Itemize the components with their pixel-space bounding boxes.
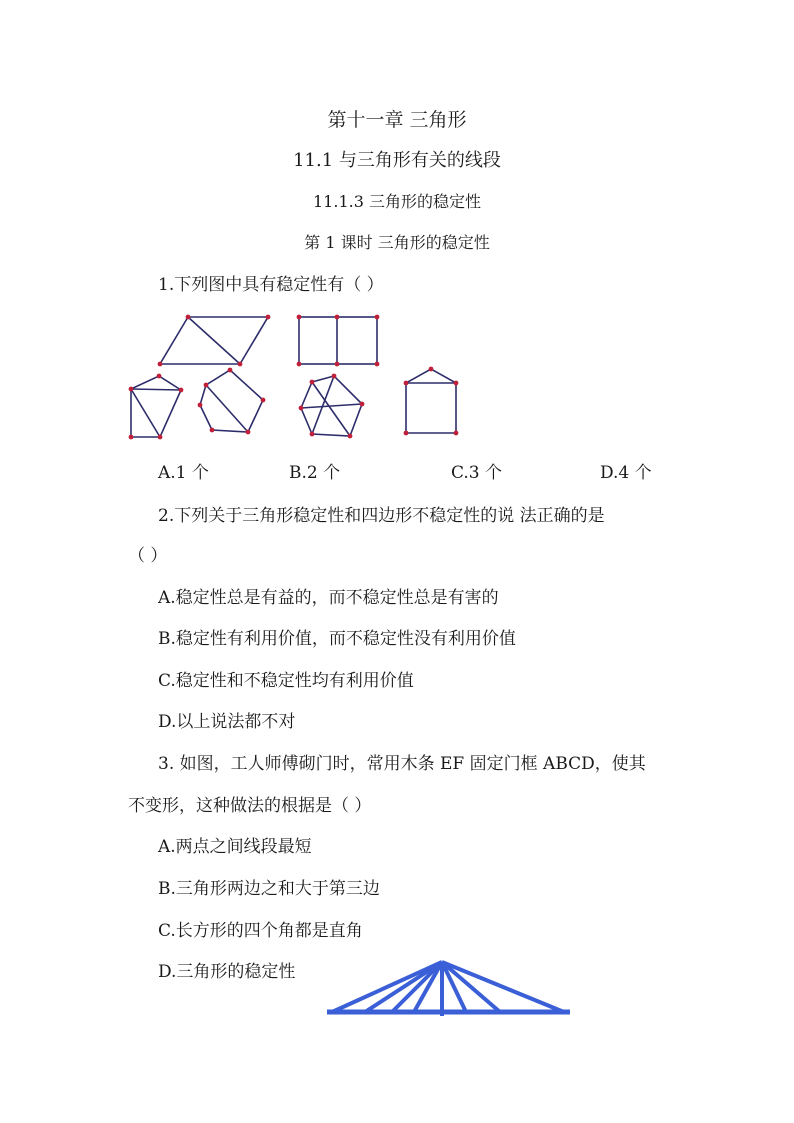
question1-stem: 1.下列图中具有稳定性有（ ） <box>158 275 384 295</box>
question2-stem-line1: 2.下列关于三角形稳定性和四边形不稳定性的说 法正确的是 <box>158 506 605 526</box>
figure-hexagon-tri-d2 <box>312 376 334 434</box>
figure-hexagon-tri-d1 <box>312 382 350 436</box>
figure-double-square <box>299 317 377 364</box>
question1-option-d: D.4 个 <box>600 463 652 483</box>
question2-option-b: B.稳定性有利用价值，而不稳定性没有利用价值 <box>158 629 516 649</box>
question3-option-b: B.三角形两边之和大于第三边 <box>158 879 380 899</box>
question3-option-c: C.长方形的四个角都是直角 <box>158 921 363 941</box>
figure-hexagon-tri-d3 <box>301 404 362 408</box>
question2-option-c: C.稳定性和不稳定性均有利用价值 <box>158 671 414 691</box>
question1-option-a: A.1 个 <box>158 463 209 483</box>
figure-pentagon-diagonal-1 <box>131 389 181 390</box>
subsection-title: 11.1.3 三角形的稳定性 <box>313 192 481 211</box>
question1-option-b: B.2 个 <box>289 463 341 483</box>
chapter-title: 第十一章 三角形 <box>327 109 467 131</box>
question3-option-d: D.三角形的稳定性 <box>158 962 296 982</box>
figure-house <box>406 369 456 433</box>
figure-pentagon-kite <box>131 376 181 437</box>
question3-figure <box>327 962 570 1016</box>
question2-stem-line2: （ ） <box>128 546 168 566</box>
section-title: 11.1 与三角形有关的线段 <box>293 150 501 171</box>
figure-hexagon <box>200 370 263 432</box>
figure-hexagon-diagonal <box>206 385 248 432</box>
question1-option-c: C.3 个 <box>451 463 503 483</box>
question3-stem-line1: 3. 如图，工人师傅砌门时，常用木条 EF 固定门框 ABCD，使其 <box>158 754 646 774</box>
figure-pentagon-diagonal-2 <box>131 389 160 437</box>
question2-option-d: D.以上说法都不对 <box>158 712 296 732</box>
lesson-title: 第 1 课时 三角形的稳定性 <box>304 233 490 252</box>
question3-option-a: A.两点之间线段最短 <box>158 837 312 857</box>
figure-parallelogram-diagonal <box>188 317 240 364</box>
question3-stem-line2: 不变形，这种做法的根据是（ ） <box>128 796 372 816</box>
question2-option-a: A.稳定性总是有益的，而不稳定性总是有害的 <box>158 588 499 608</box>
